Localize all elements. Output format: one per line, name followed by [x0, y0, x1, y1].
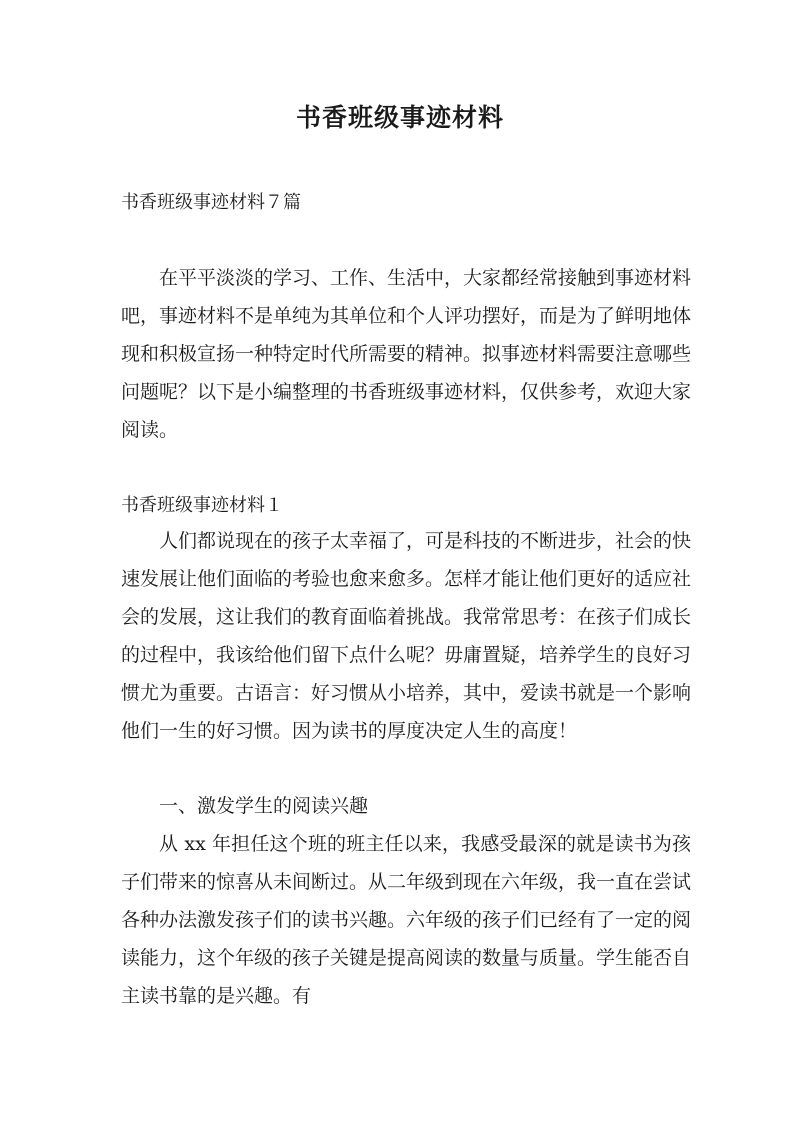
section-paragraph-2: 从 xx 年担任这个班的班主任以来，我感受最深的就是读书为孩子们带来的惊喜从未间断过。从二年级到现在六年级，我一直在尝试各种办法激发孩子们的读书兴趣。六年级的孩子们已经有了一定的阅读能力，这个年级的孩子关键是提高阅读的数量与质量。学生能否自主读书靠的是兴趣。有	[121, 833, 692, 1007]
intro-paragraph: 在平平淡淡的学习、工作、生活中，大家都经常接触到事迹材料吧，事迹材料不是单纯为其单位和个人评功摆好，而是为了鲜明地体现和积极宣扬一种特定时代所需要的精神。拟事迹材料需要注意哪些问题呢？以下是小编整理的书香班级事迹材料，仅供参考，欢迎大家阅读。	[121, 267, 692, 441]
section-heading: 书香班级事迹材料１	[121, 495, 283, 516]
document-subtitle: 书香班级事迹材料７篇	[121, 192, 301, 213]
document-title: 书香班级事迹材料	[295, 103, 504, 132]
section-paragraph-1: 人们都说现在的孩子太幸福了，可是科技的不断进步，社会的快速发展让他们面临的考验也愈来愈多。怎样才能让他们更好的适应社会的发展，这让我们的教育面临着挑战。我常常思考：在孩子们成长的过程中，我该给他们留下点什么呢？毋庸置疑，培养学生的良好习惯尤为重要。古语言：好习惯从小培养，其中，爱读书就是一个影响他们一生的好习惯。因为读书的厚度决定人生的高度！	[121, 530, 692, 742]
subheading-interest: 一、激发学生的阅读兴趣	[159, 795, 369, 817]
